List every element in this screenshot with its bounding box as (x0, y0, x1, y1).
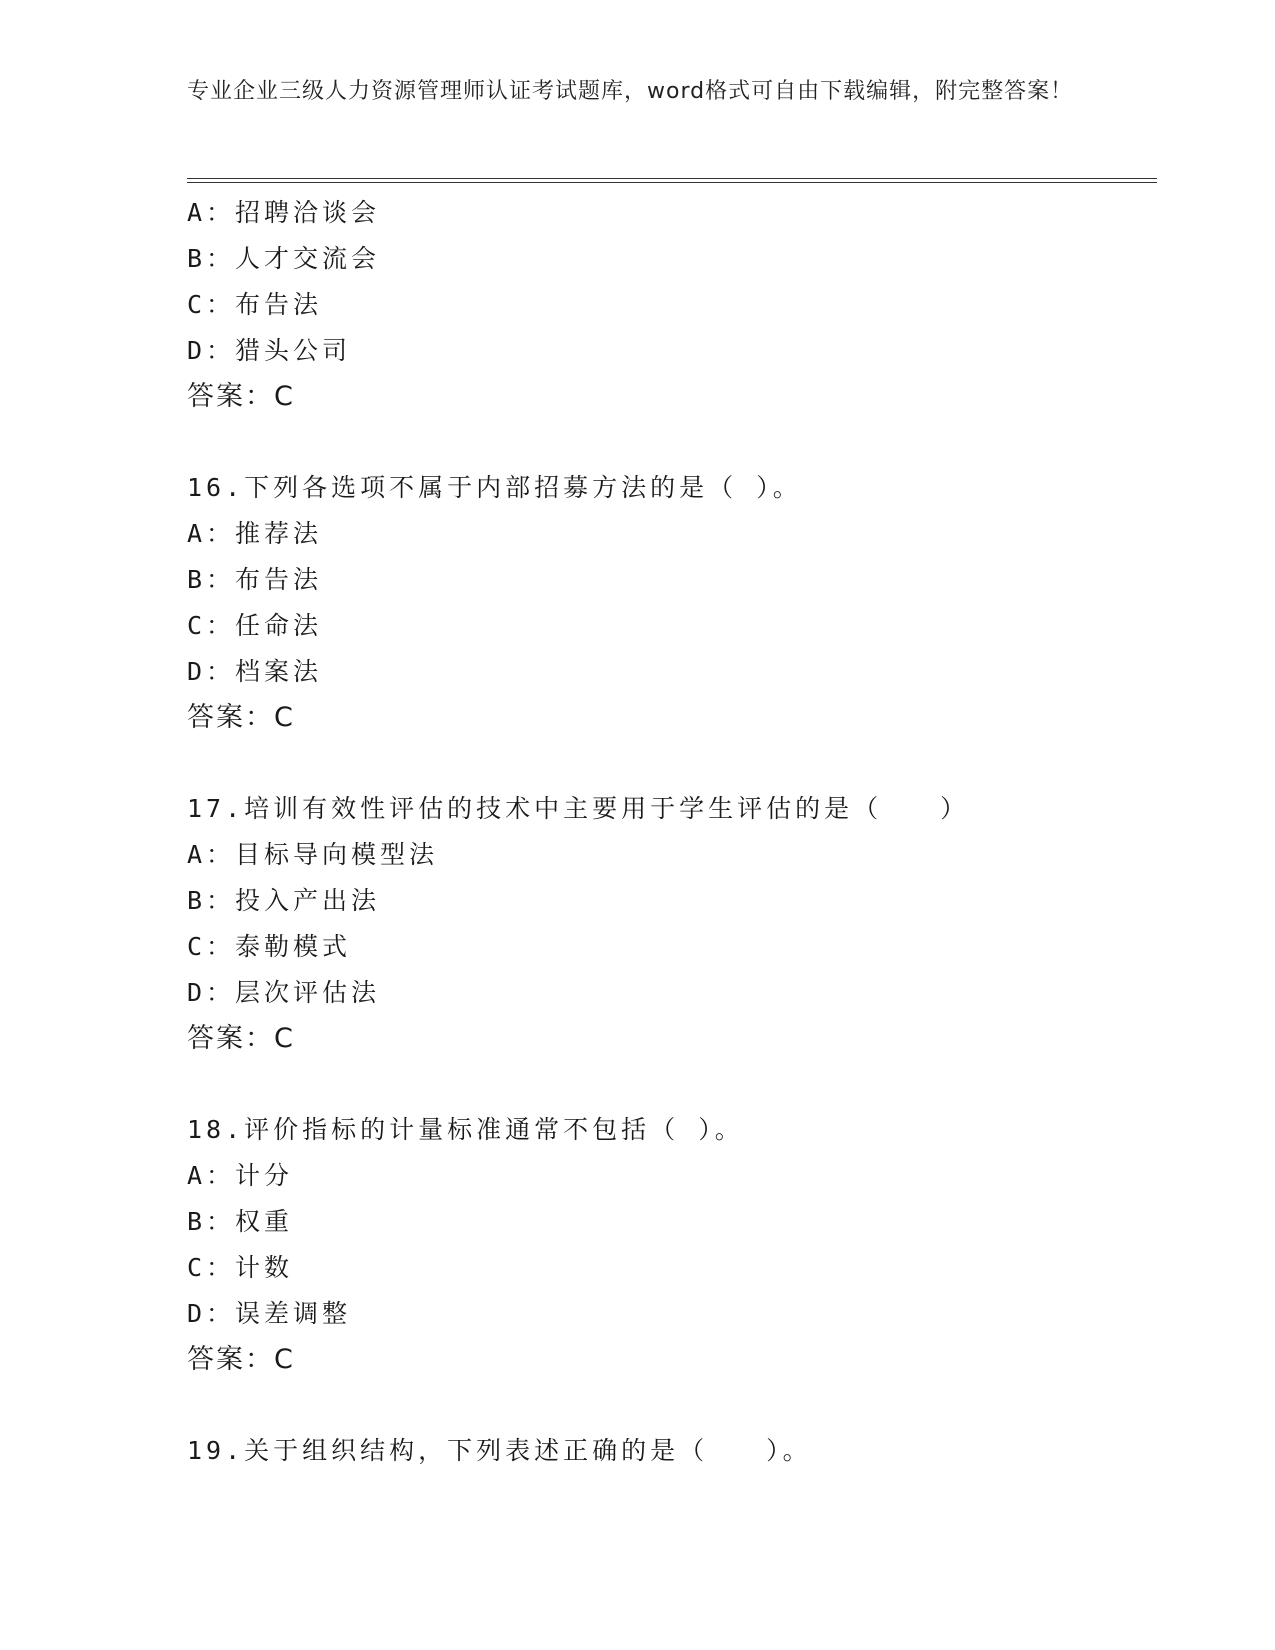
question-stem: 19.关于组织结构，下列表述正确的是（ ）。 (187, 1436, 812, 1465)
option-b: B：人才交流会 (187, 244, 381, 273)
option-b: B：投入产出法 (187, 886, 381, 915)
option-d: D：猎头公司 (187, 336, 352, 365)
answer-line: 答案：C (187, 1344, 295, 1375)
option-d: D：误差调整 (187, 1299, 352, 1328)
answer-line: 答案：C (187, 381, 295, 412)
option-d: D：档案法 (187, 657, 323, 686)
question-stem: 16.下列各选项不属于内部招募方法的是（ ）。 (187, 473, 802, 502)
spacer (187, 420, 1157, 465)
option-c: C：任命法 (187, 611, 323, 640)
option-a: A：计分 (187, 1161, 294, 1190)
spacer (187, 1062, 1157, 1107)
option-c: C：计数 (187, 1253, 294, 1282)
question-stem: 18.评价指标的计量标准通常不包括（ ）。 (187, 1115, 744, 1144)
option-c: C：泰勒模式 (187, 932, 352, 961)
option-b: B：布告法 (187, 565, 323, 594)
option-a: A：招聘洽谈会 (187, 198, 381, 227)
option-a: A：目标导向模型法 (187, 840, 439, 869)
header-rule-top (187, 178, 1157, 179)
option-c: C：布告法 (187, 290, 323, 319)
spacer (187, 741, 1157, 786)
option-d: D：层次评估法 (187, 978, 381, 1007)
question-content (187, 190, 1157, 1474)
answer-line: 答案：C (187, 1023, 295, 1054)
option-a: A：推荐法 (187, 519, 323, 548)
answer-line: 答案：C (187, 702, 295, 733)
spacer (187, 1383, 1157, 1428)
option-b: B：权重 (187, 1207, 294, 1236)
question-stem: 17.培训有效性评估的技术中主要用于学生评估的是（ ） (187, 794, 970, 823)
document-header: 专业企业三级人力资源管理师认证考试题库，word格式可自由下载编辑，附完整答案！ (187, 79, 1074, 104)
header-rule-bottom (187, 182, 1157, 183)
